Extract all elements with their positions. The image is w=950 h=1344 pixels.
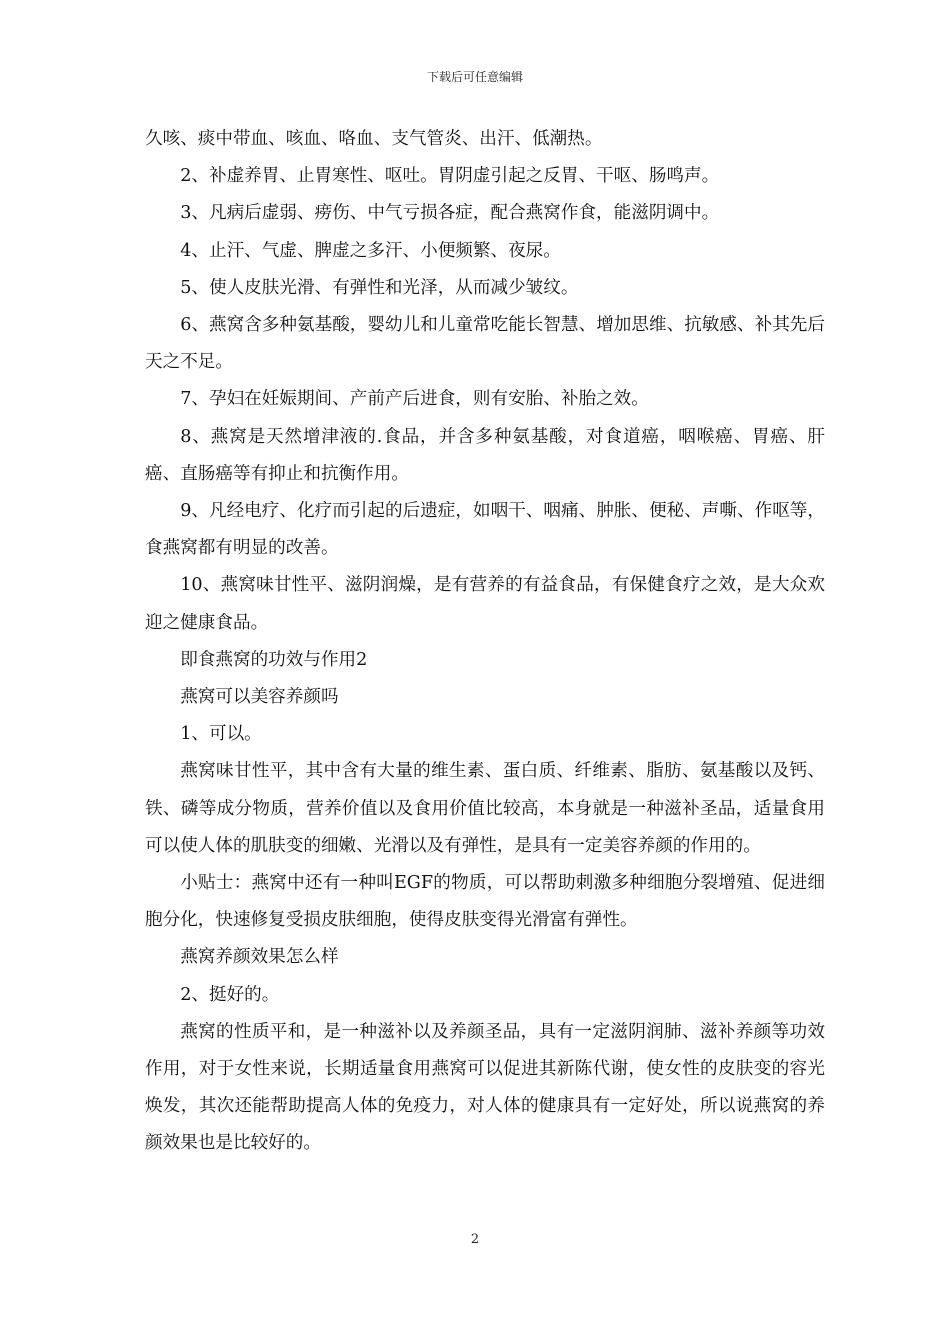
paragraph-continued: 久咳、痰中带血、咳血、咯血、支气管炎、出汗、低潮热。 [145,129,603,149]
paragraph: 10、燕窝味甘性平、滋阴润燥，是有营养的有益食品，有保健食疗之效，是大众欢迎之健康食品。 [145,575,825,633]
subheading: 燕窝可以美容养颜吗 [180,687,339,708]
paragraph: 3、凡病后虚弱、痨伤、中气亏损各症，配合燕窝作食，能滋阴调中。 [180,203,720,224]
paragraph: 燕窝的性质平和，是一种滋补以及养颜圣品，具有一定滋阴润肺、滋补养颜等功效作用，对于女性来说，长期适量食用燕窝可以促进其新陈代谢，使女性的皮肤变的容光焕发，其次还能帮助提高人体的免疫力，对人体的健康具有一定好处，所以说燕窝的养颜效果也是比较好的。 [145,1021,825,1154]
paragraph: 9、凡经电疗、化疗而引起的后遗症，如咽干、咽痛、肿胀、便秘、声嘶、作呕等，食燕窝都有明显的改善。 [145,501,825,559]
paragraph: 8、燕窝是天然增津液的.食品，并含多种氨基酸，对食道癌，咽喉癌、胃癌、肝癌、直肠癌等有抑止和抗衡作用。 [145,426,825,484]
paragraph: 4、止汗、气虚、脾虚之多汗、小便频繁、夜尿。 [180,240,561,261]
tip-paragraph: 小贴士：燕窝中还有一种叫EGF的物质，可以帮助刺激多种细胞分裂增殖、促进细胞分化，快速修复受损皮肤细胞，使得皮肤变得光滑富有弹性。 [145,873,825,931]
paragraph: 6、燕窝含多种氨基酸，婴幼儿和儿童常吃能长智慧、增加思维、抗敏感、补其先后天之不足。 [145,315,825,373]
subheading: 燕窝养颜效果怎么样 [180,947,339,968]
page-number: 2 [470,1232,480,1247]
document-body [145,121,825,1163]
paragraph: 2、挺好的。 [180,984,280,1005]
paragraph: 1、可以。 [180,724,262,745]
paragraph: 燕窝味甘性平，其中含有大量的维生素、蛋白质、纤维素、脂肪、氨基酸以及钙、铁、磷等成分物质，营养价值以及食用价值比较高，本身就是一种滋补圣品，适量食用可以使人体的肌肤变的细嫩、光滑以及有弹性，是具有一定美容养颜的作用的。 [145,761,825,856]
section-heading: 即食燕窝的功效与作用2 [180,649,368,670]
page-header: 下载后可任意编辑 [426,70,523,84]
paragraph: 2、补虚养胃、止胃寒性、呕吐。胃阴虚引起之反胃、干呕、肠鸣声。 [180,166,720,187]
paragraph: 7、孕妇在妊娠期间、产前产后进食，则有安胎、补胎之效。 [180,389,649,410]
paragraph: 5、使人皮肤光滑、有弹性和光泽，从而减少皱纹。 [180,277,579,298]
